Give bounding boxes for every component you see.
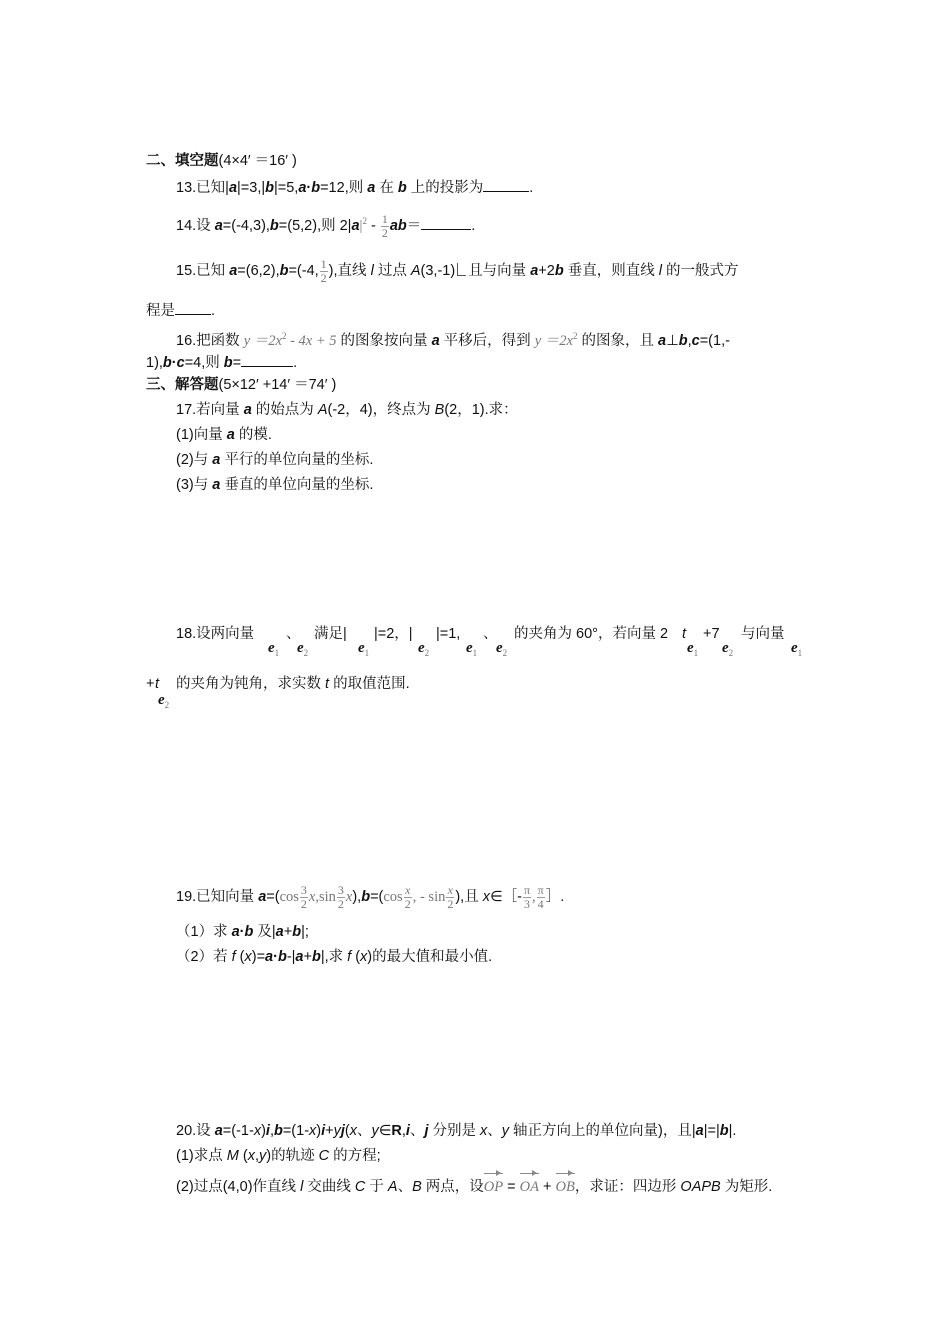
- q13-vector-a: a: [298, 180, 307, 196]
- q19-vector-b: b: [361, 889, 371, 905]
- q16-perp: ⊥: [666, 332, 679, 349]
- q20-point-m: M: [226, 1148, 239, 1164]
- q20-number: 20.: [176, 1123, 197, 1139]
- q16-dot: ·: [171, 355, 177, 371]
- q17-part-text: (1)向量: [176, 427, 227, 443]
- q18-text: |=1,: [436, 626, 461, 642]
- q18-e: e: [687, 640, 694, 656]
- q18-sub: 1: [693, 648, 699, 658]
- q15-text: (3,-1): [420, 263, 456, 279]
- q18-text: 的夹角为 60°，若向量 2: [514, 626, 669, 642]
- q17-vector-a: a: [212, 477, 221, 493]
- q19-vector-b: b: [277, 949, 287, 965]
- q19-part-text: (: [235, 949, 245, 965]
- q18-text: |=2，|: [374, 626, 413, 642]
- q18-vector-e2: [418, 640, 429, 658]
- q18-text: +7: [703, 626, 720, 642]
- q16-text: 的图象按向量: [336, 332, 432, 349]
- q20-text: 分别是: [428, 1123, 481, 1139]
- q19-text: ),且: [455, 889, 483, 905]
- question-14: [176, 206, 475, 241]
- q20-text: |=|: [703, 1123, 720, 1139]
- q19-variable-x: x: [345, 889, 353, 905]
- q19-comma: , -: [412, 889, 429, 905]
- section-3-heading: [146, 375, 336, 395]
- q19-text: ∈［-: [489, 889, 522, 905]
- q13-text: =12,则: [320, 180, 368, 196]
- q19-variable-x: x: [244, 949, 252, 965]
- q19-dot: ·: [239, 924, 245, 940]
- q19-part-text: )的最大值和最小值.: [367, 949, 493, 965]
- q18-e: e: [158, 692, 165, 708]
- q16-function-2: y ＝2x: [534, 332, 573, 349]
- q18-e: e: [791, 640, 798, 656]
- q15-text: =(-4,: [288, 263, 319, 279]
- q14-minus: -: [366, 217, 380, 234]
- q18-text: 、: [286, 626, 301, 642]
- q18-vector-e1: [466, 640, 477, 658]
- question-19-part-1: [176, 922, 309, 942]
- q19-variable-x: x: [360, 949, 368, 965]
- q20-vector-a: a: [695, 1123, 704, 1139]
- q13-vector-b: b: [311, 180, 321, 196]
- q19-vector-b: b: [311, 949, 321, 965]
- q20-variable-x: x: [309, 1123, 317, 1139]
- question-17-part-1: [176, 425, 272, 445]
- q19-part-text: |,求: [320, 949, 348, 965]
- q19-text: =(: [266, 889, 280, 905]
- q16-text: 的图象，且: [577, 332, 659, 349]
- q19-fraction-pi-4: [537, 884, 545, 911]
- q16-square: 2: [572, 331, 578, 341]
- q18-sub: 1: [797, 648, 803, 658]
- q15-text: 且与向量: [468, 263, 531, 279]
- q14-equals: ＝: [406, 217, 422, 234]
- q16-vector-a: a: [431, 332, 440, 349]
- section-2-title: 填空题: [175, 153, 219, 169]
- q18-e: e: [466, 640, 473, 656]
- q15-vector-b: b: [279, 263, 289, 279]
- q19-comma: ,: [315, 889, 319, 905]
- question-19-part-2: [176, 947, 492, 967]
- question-13: [176, 177, 533, 198]
- q20-vector-ob: OB: [556, 1171, 575, 1199]
- q18-e: e: [358, 640, 365, 656]
- q20-text: +: [325, 1123, 334, 1139]
- q18-variable-t: t: [682, 626, 687, 642]
- q19-denominator: 2: [300, 896, 307, 911]
- q19-sin: sin: [428, 889, 446, 905]
- q18-vector-e1: [687, 640, 698, 658]
- q15-fraction: [320, 258, 328, 285]
- q16-square: 2: [281, 331, 287, 341]
- q18-vector-e2: [496, 640, 507, 658]
- q17-part-text: (2)与: [176, 452, 213, 468]
- q19-numerator: 3: [337, 882, 344, 897]
- q20-vector-op: OP: [484, 1171, 503, 1199]
- q15-text: 垂直，则直线: [563, 263, 659, 279]
- q20-unit-i: i: [265, 1123, 270, 1139]
- q18-e: e: [268, 640, 275, 656]
- q20-part-text: 两点，设: [421, 1179, 484, 1195]
- q20-unit-i: i: [321, 1123, 326, 1139]
- q18-vector-e2: [297, 640, 308, 658]
- q18-sub: 2: [164, 700, 170, 710]
- q20-quadrilateral-oapb: OAPB: [680, 1179, 721, 1195]
- q16-vector-b: b: [162, 355, 172, 371]
- q19-numerator: π: [523, 882, 531, 897]
- q20-variable-x: x: [349, 1123, 357, 1139]
- q20-variable-x: x: [480, 1123, 488, 1139]
- q20-curve-c: C: [354, 1179, 366, 1195]
- q20-part-text: 交曲线: [303, 1179, 355, 1195]
- q18-text: 、: [483, 626, 498, 642]
- q20-variable-y: y: [258, 1148, 267, 1164]
- q20-part-text: (2)过点(4,0)作直线: [176, 1179, 301, 1195]
- q13-text: 已知|: [196, 180, 229, 196]
- section-3-title: 解答题: [175, 377, 219, 393]
- q19-dot: ·: [273, 949, 278, 965]
- q16-function-1: y ＝2x: [243, 332, 282, 349]
- q17-vector-a: a: [212, 452, 221, 468]
- q15-text: ),直线: [328, 263, 371, 279]
- q18-text: 的夹角为钝角，求实数: [176, 676, 326, 692]
- q19-fraction-x-2: [404, 884, 412, 911]
- q16-number: 16.: [176, 332, 197, 349]
- q14-fraction-numerator: 1: [381, 211, 388, 226]
- q19-vector-a: a: [295, 949, 304, 965]
- q18-variable-t: t: [325, 676, 330, 692]
- q19-fraction-pi-3: [523, 884, 531, 911]
- q14-period: .: [471, 217, 476, 234]
- q13-vector-b: b: [397, 180, 407, 196]
- q19-part-text: -|: [286, 949, 296, 965]
- q19-cos: cos: [383, 889, 403, 905]
- q14-answer-blank[interactable]: [421, 215, 471, 230]
- q19-fraction-3-2: [300, 884, 308, 911]
- q19-vector-a: a: [231, 924, 240, 940]
- q19-fraction-x-2: [446, 884, 454, 911]
- q20-vector-a: a: [214, 1123, 223, 1139]
- q14-square: 2: [362, 216, 367, 226]
- q19-denominator: 2: [404, 896, 411, 911]
- q19-vector-a: a: [265, 949, 274, 965]
- q20-part-text: 的方程;: [329, 1148, 381, 1164]
- q20-curve-c: C: [318, 1148, 330, 1164]
- question-15-line-2: [146, 300, 215, 321]
- q19-numerator: π: [537, 882, 544, 897]
- q20-part-text: ,: [254, 1148, 259, 1164]
- q13-vector-a: a: [228, 180, 238, 196]
- q13-answer-blank[interactable]: [483, 177, 529, 192]
- q13-text: 在: [375, 180, 398, 196]
- q15-fraction-numerator: 1: [320, 256, 327, 271]
- q15-text: 程是: [146, 303, 175, 319]
- q19-function-f: f: [231, 949, 236, 965]
- q18-text: 设两向量: [196, 626, 255, 642]
- q20-variable-y: y: [501, 1123, 510, 1139]
- q19-text: =(: [370, 889, 384, 905]
- q14-vector-a: a: [214, 217, 223, 234]
- q20-part-text: 于: [365, 1179, 388, 1195]
- q18-vector-e1: [358, 640, 369, 658]
- q14-vector-b: b: [269, 217, 279, 234]
- q19-variable-x: x: [308, 889, 316, 905]
- q16-answer-blank[interactable]: [241, 352, 293, 367]
- q16-text: =(1,-: [699, 332, 730, 349]
- q15-text: =(6,2),: [237, 263, 280, 279]
- q16-vector-a: a: [658, 332, 667, 349]
- q20-text: (: [344, 1123, 350, 1139]
- q17-part-text: 垂直的单位向量的坐标.: [220, 477, 374, 493]
- q13-vector-a: a: [367, 180, 376, 196]
- q19-denominator: 2: [447, 896, 454, 911]
- q18-sub: 2: [303, 648, 309, 658]
- question-16-line-2: [146, 352, 297, 373]
- q19-denominator: 2: [337, 896, 344, 911]
- q18-e: e: [496, 640, 503, 656]
- q15-text: 过点: [373, 263, 411, 279]
- q20-vector-b: b: [273, 1123, 283, 1139]
- q18-sub: 2: [424, 648, 430, 658]
- q13-text: |=5,: [273, 180, 299, 196]
- section-3-score: (5×12′ +14′ ＝74′ ): [218, 377, 337, 393]
- q19-vector-a: a: [258, 889, 267, 905]
- q15-text: +2: [538, 263, 555, 279]
- q16-text: =: [232, 355, 242, 371]
- q19-numerator: x: [405, 882, 411, 897]
- q16-vector-b: b: [678, 332, 688, 349]
- q13-text: 上的投影为: [406, 180, 484, 196]
- q15-vector-b: b: [554, 263, 564, 279]
- q20-line-l: l: [300, 1179, 304, 1195]
- q20-text: ): [261, 1123, 266, 1139]
- q20-reals: R: [391, 1123, 402, 1139]
- q20-vector-b: b: [719, 1123, 729, 1139]
- q14-number: 14.: [176, 217, 197, 234]
- q20-text: 、: [409, 1123, 425, 1139]
- q17-point-b: B: [434, 402, 445, 418]
- q19-plus: +: [283, 924, 293, 940]
- q19-text: 已知向量: [196, 889, 259, 905]
- q19-part-text: (: [351, 949, 361, 965]
- q17-part-text: (3)与: [176, 477, 213, 493]
- q16-text: 把函数: [196, 332, 244, 349]
- q17-text: (-2，4)，终点为: [327, 402, 435, 418]
- q14-abs-bar: |: [359, 217, 363, 234]
- q20-text: =(-1-: [222, 1123, 254, 1139]
- q20-vector-oa: OA: [520, 1171, 539, 1199]
- q19-part-text: （2）若: [176, 949, 232, 965]
- q17-text: (2，1).求：: [444, 402, 518, 418]
- question-20-part-1: [176, 1146, 381, 1166]
- q20-variable-y: y: [371, 1123, 379, 1139]
- q18-vector-e1: [268, 640, 279, 658]
- q15-answer-blank[interactable]: [175, 300, 211, 315]
- q18-sub: 1: [274, 648, 280, 658]
- q19-part-text: （1）求: [176, 924, 232, 940]
- section-2-score: (4×4′ ＝16′ ): [218, 153, 297, 169]
- q18-sub: 2: [502, 648, 508, 658]
- q20-part-text: 、: [397, 1179, 413, 1195]
- q19-part-text: |;: [301, 924, 309, 940]
- q18-e: e: [297, 640, 304, 656]
- q15-text: 已知: [196, 263, 230, 279]
- q20-part-text: (1)求点: [176, 1148, 227, 1164]
- question-18: [176, 624, 254, 644]
- q20-text: |.: [728, 1123, 737, 1139]
- q14-vector-a: a: [351, 217, 360, 234]
- q18-vector-e2: [722, 640, 733, 658]
- section-2-number: 二、: [146, 153, 175, 169]
- q17-vector-a: a: [243, 402, 252, 418]
- q17-number: 17.: [176, 402, 197, 418]
- q20-text: ∈: [378, 1123, 392, 1139]
- q19-variable-x: x: [482, 889, 490, 905]
- q16-period: .: [293, 355, 298, 371]
- question-15: [176, 256, 739, 286]
- q14-text: 设: [196, 217, 215, 234]
- q15-fraction-denominator: 2: [320, 270, 327, 285]
- q16-text: ,: [687, 332, 692, 349]
- q15-marker-icon: [457, 263, 466, 276]
- q18-text: 与向量: [741, 626, 785, 642]
- section-2-heading: [146, 151, 297, 171]
- q19-fraction-3-2: [337, 884, 345, 911]
- q20-unit-j: j: [340, 1123, 345, 1139]
- q20-variable-y: y: [333, 1123, 341, 1139]
- q18-e: e: [722, 640, 729, 656]
- q15-number: 15.: [176, 263, 197, 279]
- q19-text: ),: [352, 889, 362, 905]
- q19-denominator: 3: [523, 896, 530, 911]
- q14-text: =(-4,3),: [222, 217, 270, 234]
- q15-point-a: A: [410, 263, 421, 279]
- q16-text: 平移后，得到: [439, 332, 535, 349]
- q17-point-a: A: [317, 402, 328, 418]
- q19-part-text: )=: [251, 949, 266, 965]
- q20-equals: =: [503, 1179, 520, 1195]
- q19-vector-b: b: [244, 924, 254, 940]
- q19-sin: sin: [318, 889, 336, 905]
- q18-sub: 2: [728, 648, 734, 658]
- question-20: [176, 1121, 736, 1141]
- q20-text: ): [316, 1123, 322, 1139]
- q15-text: 的一般式方: [662, 263, 739, 279]
- q15-line-l: l: [658, 263, 662, 279]
- q13-vector-b: b: [265, 180, 274, 196]
- q17-text: 若向量: [196, 402, 244, 418]
- q20-point-a: A: [387, 1179, 398, 1195]
- question-16: [176, 326, 730, 351]
- q20-text: 设: [196, 1123, 215, 1139]
- q19-cos: cos: [279, 889, 299, 905]
- section-3-number: 三、: [146, 377, 175, 393]
- q19-vector-b: b: [292, 924, 302, 940]
- question-17-part-2: [176, 450, 373, 470]
- q15-line-l: l: [370, 263, 374, 279]
- q20-part-text: )的轨迹: [266, 1148, 319, 1164]
- q19-number: 19.: [176, 889, 197, 905]
- q14-fraction: [381, 213, 389, 240]
- q13-period: .: [529, 180, 534, 196]
- q18-line-2: [176, 674, 410, 694]
- q18-number: 18.: [176, 626, 197, 642]
- q16-vector-c: c: [176, 355, 185, 371]
- q20-unit-i: i: [405, 1123, 410, 1139]
- q13-text: |=3,|: [237, 180, 266, 196]
- q19-function-f: f: [347, 949, 352, 965]
- q19-numerator: 3: [300, 882, 307, 897]
- q20-part-text: ，求证：四边形: [574, 1179, 681, 1195]
- q19-part-text: 及|: [253, 924, 276, 940]
- q18-text: +: [146, 676, 155, 692]
- q17-text: 的始点为: [251, 402, 318, 418]
- q17-vector-a: a: [226, 427, 235, 443]
- q20-point-b: B: [412, 1179, 422, 1195]
- q18-vector-e1: [791, 640, 802, 658]
- q14-fraction-denominator: 2: [381, 225, 388, 240]
- q20-part-text: (: [238, 1148, 248, 1164]
- q16-vector-c: c: [691, 332, 700, 349]
- question-17-part-3: [176, 475, 373, 495]
- q18-e: e: [418, 640, 425, 656]
- q14-vector-ab: ab: [389, 217, 407, 234]
- q20-text: 轴正方向上的单位向量)，且|: [509, 1123, 696, 1139]
- q18-text: 的取值范围.: [329, 676, 410, 692]
- q19-denominator: 4: [537, 896, 544, 911]
- q16-text: 1),: [146, 355, 163, 371]
- q16-vector-b: b: [223, 355, 233, 371]
- q17-part-text: 的模.: [234, 427, 272, 443]
- q18-text: 满足|: [314, 626, 347, 642]
- q20-text: ,: [269, 1123, 274, 1139]
- q18-sub: 1: [472, 648, 478, 658]
- q19-text: ］.: [545, 889, 565, 905]
- q20-text: 、: [357, 1123, 372, 1139]
- q19-vector-a: a: [275, 924, 284, 940]
- q20-text: 、: [487, 1123, 502, 1139]
- q18-vector-e2: [158, 692, 169, 710]
- q16-function-1-rest: - 4x + 5: [286, 332, 337, 349]
- q19-numerator: x: [447, 882, 453, 897]
- q14-text: =(5,2),则 2|: [278, 217, 352, 234]
- q13-number: 13.: [176, 180, 197, 196]
- q17-part-text: 平行的单位向量的坐标.: [220, 452, 374, 468]
- q13-dot: ·: [306, 180, 312, 196]
- q20-variable-x: x: [247, 1148, 255, 1164]
- q20-unit-j: j: [424, 1123, 429, 1139]
- question-17: [176, 400, 518, 420]
- q18-sub: 1: [364, 648, 370, 658]
- q20-part-text: 为矩形.: [720, 1179, 773, 1195]
- q15-period: .: [211, 303, 216, 319]
- q20-variable-x: x: [253, 1123, 262, 1139]
- q15-vector-a: a: [229, 263, 238, 279]
- q16-text: =4,则: [184, 355, 224, 371]
- question-20-part-2: [176, 1171, 772, 1199]
- q20-text: =(1-: [282, 1123, 310, 1139]
- q20-text: ,: [401, 1123, 406, 1139]
- q20-plus: +: [539, 1179, 556, 1195]
- q18-variable-t: t: [155, 676, 160, 692]
- q19-plus: +: [303, 949, 312, 965]
- q15-vector-a: a: [530, 263, 539, 279]
- question-19: 19.已知向量 a=(cos $\frac{3}{2}$ x,sin $\frac{3}{2}$ x),b=(cos $\frac{x}{2}$ , - sin $\frac{x}{2}$ ),且 x∈［- $\frac{\pi}{3}$ , $\frac{\pi}{4}$ ］.: [176, 882, 565, 911]
